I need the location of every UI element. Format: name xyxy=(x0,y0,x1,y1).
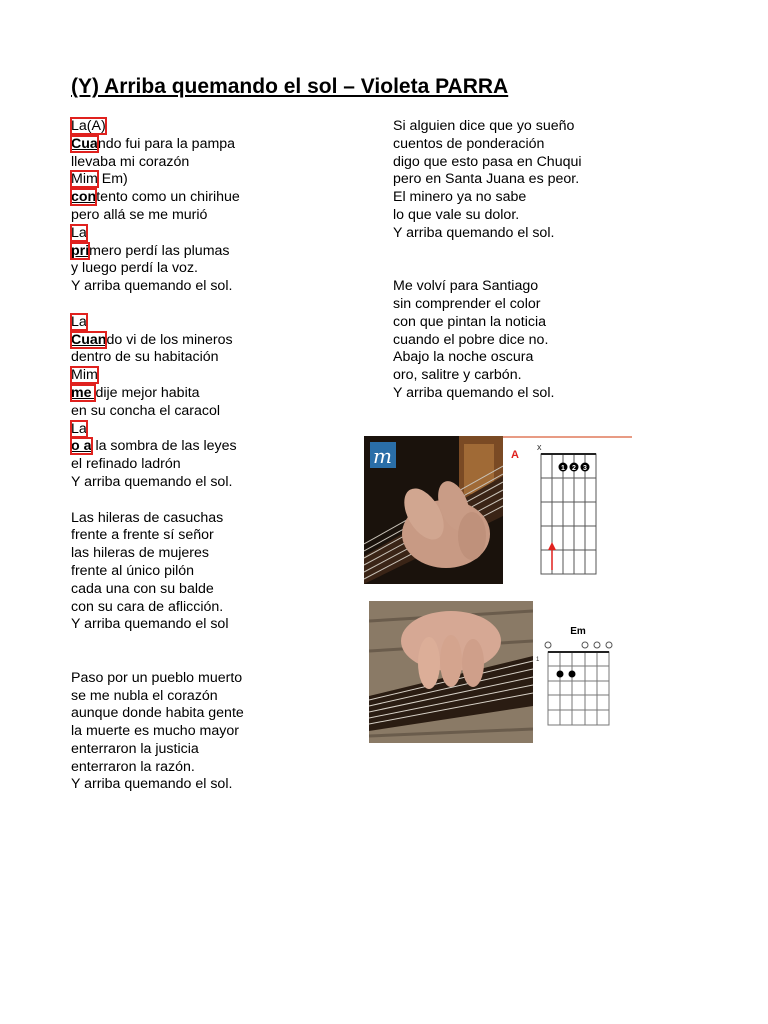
lyric-line xyxy=(71,776,371,794)
lyric-text: tento como un chirihue xyxy=(96,189,240,206)
lyric-text: enterraron la justicia xyxy=(71,740,199,757)
guitar-chord-em-photo xyxy=(369,601,533,743)
lyric-line xyxy=(71,349,371,367)
lyric-line xyxy=(71,616,371,634)
chord-label: La(A) xyxy=(71,118,106,134)
stanza-gap xyxy=(71,634,371,652)
lyric-line xyxy=(393,296,633,314)
lyric-text: pero allá se me murió xyxy=(71,206,208,223)
chord-a-name: A xyxy=(511,449,519,461)
lyric-line xyxy=(393,349,633,367)
lyric-text: Me volví para Santiago xyxy=(393,278,539,295)
stanza-gap xyxy=(71,492,371,510)
lyric-line xyxy=(393,154,633,172)
lyric-line xyxy=(71,723,371,741)
lyric-text: Y arriba quemando el sol xyxy=(71,616,229,633)
lyric-text: pero en Santa Juana es peor. xyxy=(393,171,580,188)
chord-syllable: Cua xyxy=(71,135,98,152)
lyric-text: frente al único pilón xyxy=(71,562,195,579)
chord-label: La xyxy=(71,420,87,437)
lyric-line xyxy=(71,189,371,207)
chord-label: La xyxy=(71,224,87,241)
finger-number: 2 xyxy=(572,465,576,472)
lyric-line xyxy=(71,474,371,492)
chord-a-diagram xyxy=(503,436,632,584)
lyric-text: Em) xyxy=(97,171,128,188)
lyric-text: Paso por un pueblo muerto xyxy=(71,669,243,686)
lyric-text: digo que esto pasa en Chuqui xyxy=(393,153,582,170)
lyric-text: las hileras de mujeres xyxy=(71,545,209,562)
lyric-text: la sombra de las leyes xyxy=(91,438,237,455)
lyric-text: oro, salitre y carbón. xyxy=(393,367,522,384)
lyric-text: sin comprender el color xyxy=(393,295,541,312)
lyric-text: cuando el pobre dice no. xyxy=(393,331,549,348)
lyric-text: en su concha el caracol xyxy=(71,402,221,419)
chord-syllable: pri xyxy=(71,242,90,259)
lyric-line xyxy=(71,421,371,439)
chord-syllable: con xyxy=(71,189,97,206)
svg-text:m: m xyxy=(373,444,392,468)
lyrics-right-column xyxy=(393,118,633,403)
lyric-line xyxy=(71,456,371,474)
lyric-text: Abajo la noche oscura xyxy=(393,349,534,366)
lyric-line xyxy=(71,599,371,617)
chord-label: Mim xyxy=(71,171,98,188)
lyric-line xyxy=(393,385,633,403)
lyric-line xyxy=(71,136,371,154)
lyric-text: do vi de los mineros xyxy=(106,331,233,348)
lyrics-left-column xyxy=(71,118,371,794)
chord-label: La xyxy=(71,313,87,330)
lyric-line xyxy=(71,527,371,545)
lyric-line xyxy=(71,171,371,189)
finger-dot xyxy=(557,671,564,678)
chord-syllable: o a xyxy=(71,438,92,455)
stanza-gap xyxy=(71,652,371,670)
lyric-line xyxy=(71,314,371,332)
guitar-hand-illustration xyxy=(369,601,533,743)
chord-label: Mim xyxy=(71,367,98,384)
lyric-text: Las hileras de casuchas xyxy=(71,509,224,526)
lyric-text: cada una con su balde xyxy=(71,580,214,597)
chord-em-name: Em xyxy=(570,626,586,637)
finger-number: 1 xyxy=(561,465,565,472)
finger-dot xyxy=(569,671,576,678)
stanza-gap xyxy=(393,260,633,278)
lyric-text: Si alguien dice que yo sueño xyxy=(393,118,575,134)
lyric-text: se me nubla el corazón xyxy=(71,687,218,704)
lyric-text: Y arriba quemando el sol. xyxy=(71,473,233,490)
stanza-gap xyxy=(393,243,633,261)
lyric-line xyxy=(71,670,371,688)
lyric-line xyxy=(71,367,371,385)
lyric-line xyxy=(71,243,371,261)
lyric-line xyxy=(393,171,633,189)
chord-em-diagram xyxy=(533,601,619,743)
chord-syllable: me xyxy=(71,384,96,401)
lyric-text: lo que vale su dolor. xyxy=(393,206,520,223)
lyric-line xyxy=(71,385,371,403)
lyric-line xyxy=(71,759,371,777)
lyric-text: cuentos de ponderación xyxy=(393,135,545,152)
lyric-text: enterraron la razón. xyxy=(71,758,195,775)
lyric-text: y luego perdí la voz. xyxy=(71,260,198,277)
lyric-text: la muerte es mucho mayor xyxy=(71,723,239,740)
lyric-line xyxy=(71,741,371,759)
lyric-line xyxy=(71,705,371,723)
lyric-text: Y arriba quemando el sol. xyxy=(393,224,555,241)
lyric-text: Y arriba quemando el sol. xyxy=(393,384,555,401)
lyric-line xyxy=(71,118,371,136)
lyric-text: dentro de su habitación xyxy=(71,349,219,366)
lyric-line xyxy=(71,545,371,563)
chord-em-figure xyxy=(369,601,619,743)
lyric-line xyxy=(71,207,371,225)
lyric-text: Y arriba quemando el sol. xyxy=(71,278,233,295)
page-title: (Y) Arriba quemando el sol – Violeta PARRA xyxy=(71,75,509,98)
lyric-text: con su cara de aflicción. xyxy=(71,598,224,615)
stanza-gap xyxy=(71,296,371,314)
lyric-line xyxy=(393,207,633,225)
lyric-line xyxy=(393,118,633,136)
lyric-line xyxy=(71,563,371,581)
lyric-text: dije mejor habita xyxy=(95,384,200,401)
guitar-chord-a-photo xyxy=(364,436,503,584)
lyric-text: aunque donde habita gente xyxy=(71,705,244,722)
lyric-text: frente a frente sí señor xyxy=(71,527,214,544)
fret-number: 1 xyxy=(536,657,540,663)
lyric-line xyxy=(71,278,371,296)
lyric-line xyxy=(393,136,633,154)
chord-syllable: Cuan xyxy=(71,331,107,348)
lyric-line xyxy=(71,403,371,421)
lyric-line xyxy=(71,581,371,599)
lyric-line xyxy=(71,332,371,350)
lyric-text: ndo fui para la pampa xyxy=(97,135,236,152)
lyric-text: el refinado ladrón xyxy=(71,456,181,473)
lyric-line xyxy=(393,314,633,332)
lyric-line xyxy=(393,278,633,296)
muted-string-marker: x xyxy=(537,442,542,452)
lyric-line xyxy=(71,438,371,456)
chord-a-figure xyxy=(364,436,632,584)
lyric-line xyxy=(71,225,371,243)
lyric-text: llevaba mi corazón xyxy=(71,153,190,170)
lyric-line xyxy=(393,189,633,207)
lyric-line xyxy=(71,510,371,528)
lyric-line xyxy=(71,260,371,278)
lyric-text: con que pintan la noticia xyxy=(393,313,547,330)
lyric-line xyxy=(71,688,371,706)
lyric-line xyxy=(71,154,371,172)
guitar-hand-illustration xyxy=(364,436,503,584)
lyric-text: El minero ya no sabe xyxy=(393,189,527,206)
lyric-text: mero perdí las plumas xyxy=(89,242,230,259)
lyric-line xyxy=(393,225,633,243)
lyric-text: Y arriba quemando el sol. xyxy=(71,776,233,793)
lyric-line xyxy=(393,332,633,350)
finger-number: 3 xyxy=(583,465,587,472)
lyric-line xyxy=(393,367,633,385)
